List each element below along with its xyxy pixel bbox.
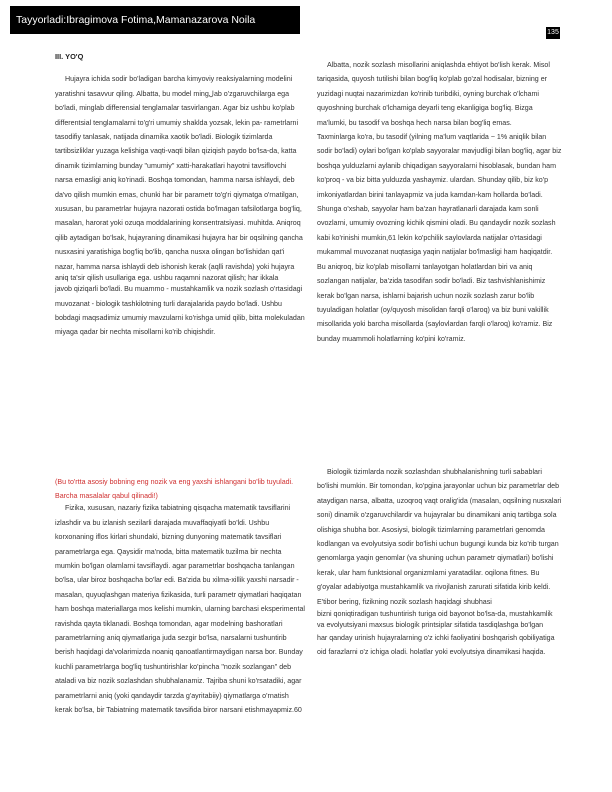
paragraph: bizni qoniqtiradigan tushuntirish turiga oid bayonot bo'lsa-da, mustahkamlik va evolyutsiyani maxsus biologik printsiplar sifatida tasdiqlashga bo'lgan [317, 610, 553, 630]
column-right-bottom [317, 465, 562, 660]
paragraph: Taxminlarga ko'ra, bu tasodif (yilning ma'lum vaqtlarida ~ 1% aniqlik bilan sodir bo'ladi) oylari bo'lgan ko'plab sayyoralar mavjudligi bilan bog'liq, agar biz boshqa yulduzlarni aylanib chiqadigan sayyoralarni hisoblasak, bundan ham ko'proq - va biz bitta yulduzda yashaymiz. ulardan. Shunday qilib, biz ko'p imkoniyatlardan birini tanlayapmiz va juda kamdan-kam hollarda bo'ladi. Shunga o'xshab, sayyolar ham ba'zan hayratlanarli darajada kam sonli ovozlarni, umumiy ovozning kichik qismini oladi. Bu qandaydir nozik sozlash kabi ko'rinishi mumkin,61 lekin ko'pchilik saylovlarda natijalar o'rtasidagi mukammal muvozanat nuqtasiga yaqin natijalar bo'lmasligi ham haqiqatdir. Bu aniqroq, biz ko'plab misollarni tanlayotgan holatlardan biri va aniq sozlangan natijalar, ba'zida tasodifan sodir bo'ladi. Biz tashvishlanishimiz kerak bo'lgan narsa, ishlarni bajarish uchun nozik sozlash zarur bo'lib tuyuladigan holatlar (oy/quyosh misolidan farqli o'laroq) va biz buni vakillik misollarida yoki barcha misollarda (saylovlardan farqli o'laroq) ko'ramiz. Biz bunday muammoli holatlarning ko'pini ko'ramiz. [317, 133, 562, 343]
paragraph: Albatta, nozik sozlash misollarini aniqlashda ehtiyot bo'lish kerak. Misol tariqasida, quyosh tutilishi bilan bog'liq ko'plab go'zal hodisalar, bizning er yuzidagi nuqtai nazarimizdan ko'rinib turibdiki, oyning burchak o'lchami quyoshning burchak o'lchamiga deyarli teng ekanligiga bog'liq. Bizga ma'lumki, bu tasodif va boshqa hech narsa bilan bog'liq emas. [317, 61, 550, 127]
paragraph: Hujayra ichida sodir bo'ladigan barcha kimyoviy reaksiyalarning modelini yaratishni tasavvur qiling. Albatta, bu model mingلab o'zgaruvchilarga ega bo'ladi, minglab differensial tenglamalar tasvirlangan. Agar biz ushbu ko'plab differentsial tenglamalarni to'g'ri umumiy shaklda yozsak, lekin pa- rametrlarni tasodifiy tanlasak, natijada dinamika xaotik bo'ladi. Biologik tizimlarda tartibsizliklar yuzaga kelishiga vaqti-vaqti bilan qiziqish paydo bo'lsa-da, katta dinamik tizimlarning bunday "umumiy" xatti-harakatlari hayotni tavsiflovchi narsa emasligi aniq ko'rinadi. Boshqa tomondan, hamma narsa ishlaydi, deb da'vo qilish mumkin emas, chunki har bir parametr to'g'ri qiymatga o'rnatilgan, xususan, bu parametrlar hujayra nazorati ostida bo'lmagan tafsilotlarga bog'liq, masalan, harorat yoki ozuqa moddalarining konsentratsiyasi. muhitda. Aniqroq qilib aytadigan bo'lsak, hujayraning dinamikasi hujayra har bir oqsilning qancha nusxasini yaratishiga bog'liq bo'lib, qancha nusxa olingan bo'lishidan qat'i nazar, hamma narsa ishlaydi deb ishonish kerak (aqlli ravishda) yoki hujayra [55, 75, 303, 271]
highlight-note: (Bu to'rtta asosiy bobning eng nozik va eng yaxshi ishlangani bo'lib tuyuladi. Barcha masalalar qabul qilinadi!) [55, 478, 294, 501]
paragraph: izlashdir va bu izlanish sezilarli darajada muvaffaqiyatli bo'ldi. Ushbu korxonaning iflos kirlari shundaki, bizning dunyoning matematik tavsiflari [55, 518, 282, 542]
paragraph: Fizika, xususan, nazariy fizika tabiatning qisqacha matematik tavsiflarini [65, 503, 291, 512]
paragraph: Biologik tizimlarda nozik sozlashdan shubhalanishning turli sabablari bo'lishi mumkin. Bir tomondan, ko'pgina jarayonlar uchun biz parametrlar deb ataydigan narsa, albatta, uzoqroq vaqt oralig'ida (masalan, oqsilning nusxalari soni) dinamik o'zgaruvchilardir va hujayralar bu dinamikani aniq tartibga sola olishiga shubha bor. Asosiysi, biologik tizimlarning parametrlari genomda kodlangan va evolyutsiya sodir bo'lishi uchun bugungi kunda biz ko'rib turgan genomlarga yaqin genomlar (va shuning uchun parametr qiymatlari) bo'lishi kerak, ular ham funktsional organizmlarni yaratadilar. oqilona fitnes. Bu g'oyalar adabiyotga mustahkamlik va rivojlanish zarurati sifatida kirib keldi. E'tibor bering, fizikning nozik sozlash haqidagi shubhasi [317, 468, 562, 606]
header-banner: Tayyorladi:Ibragimova Fotima,Mamanazarova Noila [10, 6, 300, 34]
paragraph: aniq ta'sir qilish usullariga ega. ushbu raqamni nazorat qilish; har ikkala [55, 274, 279, 283]
page-number: 135 [546, 27, 560, 39]
paragraph: har qanday urinish hujayralarning o'z ichki faoliyatini boshqarish qobiliyatiga oid farazlarni o'z ichiga oladi. holatlar yoki evolyutsiya dinamikasi haqida. [317, 634, 555, 657]
column-left-top [55, 50, 305, 340]
paragraph: javob qiziqarli bo'ladi. Bu muammo - mustahkamlik va nozik sozlash o'rtasidagi muvozanat - biologik tashkilotning turli darajalarida paydo bo'ladi. Ushbu bobdagi maqsadimiz umumiy mavzularni ko'rishga umid qilib, bitta molekuladan miyaga qadar bir nechta misollarni ko'rib chiqishdir. [55, 285, 305, 337]
paragraph: parametrlarga ega. Qaysidir ma'noda, bitta matematik tuzilma bir nechta mumkin bo'lgan olamlarni tavsiflaydi. agar parametrlar boshqacha tanlangan bo'lsa, ular biroz boshqacha bo'lar edi. Ba'zida bu xilma-xillik yaxshi narsadir - masalan, quyuqlashgan materiya fizikasida, turli parametr qiymatlari haqiqatan ham boshqa materiallarga mos kelishi mumkin, ularning barchasi eksperimental ravishda qayta tiklanadi. Boshqa tomondan, agar modelning bashoratlari parametrlarning aniq qiymatlariga juda sezgir bo'lsa, narsalarni tushuntirib berish haqidagi da'volarimizda noaniq qanoatlantirmaydigan narsa bor. Bunday kuchli parametrlarga bog'liq tushuntirishlar ko'pincha "nozik sozlangan" deb ataladi va biz nozik sozlashdan shubhalanamiz. Tajriba shuni ko'rsatadiki, agar parametrlarni aniq (yoki qandaydir tarzda g'ayritabiiy) qiymatlarga o'rnatish kerak bo'lsa, bir Tabiatning matematik tavsifida biror narsani etishmayapmiz.60 [55, 547, 305, 715]
column-left-bottom [55, 475, 305, 718]
column-right-top [317, 58, 562, 346]
section-heading: III. YO'Q [55, 52, 84, 61]
